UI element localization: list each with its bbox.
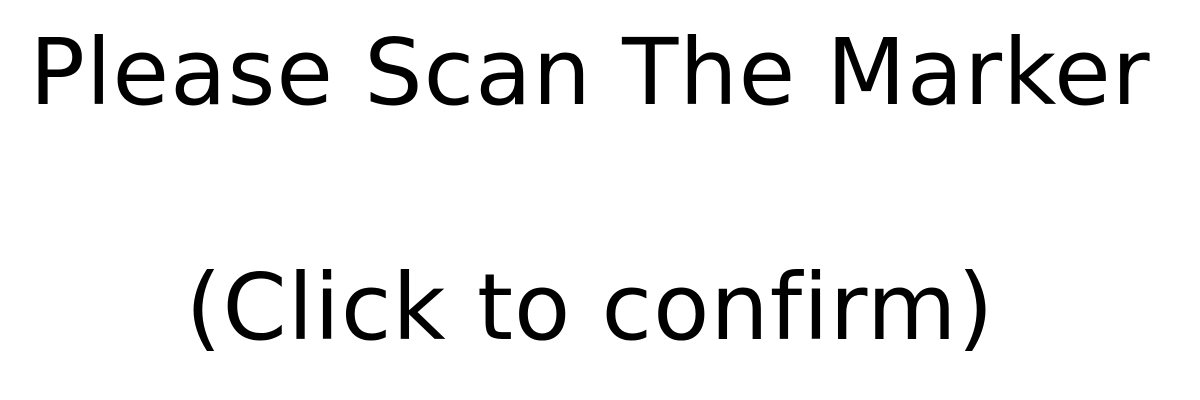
click-to-confirm-hint: (Click to confirm)	[185, 254, 995, 361]
scan-marker-instruction: Please Scan The Marker	[29, 19, 1151, 126]
